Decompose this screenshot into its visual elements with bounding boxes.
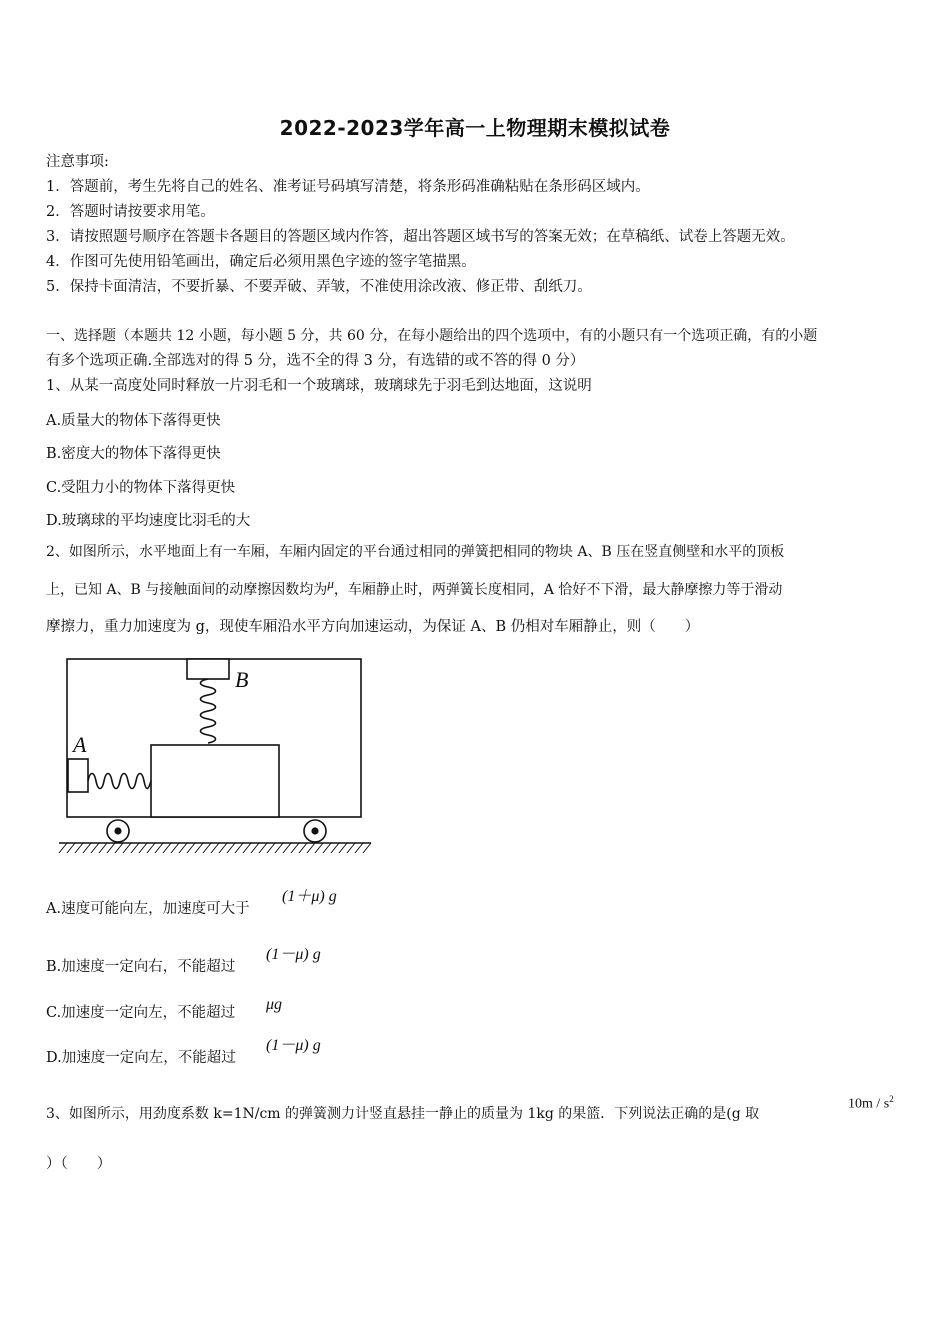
q1-option-c: C.受阻力小的物体下落得更快: [46, 480, 236, 496]
vertical-spring: [201, 679, 216, 743]
notice-item: 2．答题时请按要求用笔。: [46, 204, 215, 220]
section-heading: 一、选择题（本题共 12 小题，每小题 5 分，共 60 分，在每小题给出的四个选项中，有的小题只有一个选项正确，有的小题: [46, 328, 818, 344]
platform: [151, 745, 279, 817]
q2-option-a: A.速度可能向左，加速度可大于: [46, 901, 250, 917]
q2-option-b-expr: (1－μ) g: [266, 946, 321, 963]
label-a: A: [73, 732, 87, 757]
question-2-line3: 摩擦力，重力加速度为 g，现使车厢沿水平方向加速运动，为保证 A、B 仍相对车厢静止，则（ ）: [46, 619, 700, 635]
q1-option-a: A.质量大的物体下落得更快: [46, 413, 221, 429]
block-a: [68, 759, 88, 792]
q2-option-c-expr: μg: [266, 996, 283, 1013]
q2-option-c: C.加速度一定向左，不能超过: [46, 1005, 236, 1021]
top-mount: [187, 659, 229, 679]
q2-option-d-expr: (1－μ) g: [266, 1037, 321, 1054]
notice-item: 5．保持卡面清洁，不要折暴、不要弄破、弄皱，不准使用涂改液、修正带、刮纸刀。: [46, 279, 592, 295]
g-value-text: 10m / s: [848, 1096, 890, 1112]
section-heading-cont: 有多个选项正确.全部选对的得 5 分，选不全的得 3 分，有选错的或不答的得 0 分）: [46, 353, 585, 369]
q2-option-d: D.加速度一定向左，不能超过: [46, 1050, 236, 1066]
question-3-line2: ）（ ）: [46, 1156, 112, 1172]
cart-figure: [55, 655, 375, 855]
notice-item: 4．作图可先使用铅笔画出，确定后必须用黑色字迹的签字笔描黑。: [46, 254, 476, 270]
page-title: 2022-2023学年高一上物理期末模拟试卷: [279, 116, 671, 140]
q3-g-value: [848, 1094, 894, 1113]
question-1-stem: 1、从某一高度处同时释放一片羽毛和一个玻璃球，玻璃球先于羽毛到达地面，这说明: [46, 378, 592, 394]
q2-option-b: B.加速度一定向右，不能超过: [46, 959, 236, 975]
label-b: B: [235, 667, 249, 692]
notice-item: 1．答题前，考生先将自己的姓名、准考证号码填写清楚，将条形码准确粘贴在条形码区域内。: [46, 179, 650, 195]
mu-symbol: μ: [327, 576, 334, 591]
q2-line2-start: 上，已知 A、B 与接触面间的动摩擦因数均为: [46, 582, 328, 598]
question-2-line1: 2、如图所示，水平地面上有一车厢，车厢内固定的平台通过相同的弹簧把相同的物块 A、B 压在竖直侧壁和水平的顶板: [46, 544, 785, 560]
q1-option-d: D.玻璃球的平均速度比羽毛的大: [46, 513, 251, 529]
q1-option-b: B.密度大的物体下落得更快: [46, 446, 221, 462]
q2-line2-end: ，车厢静止时，两弹簧长度相同，A 恰好不下滑，最大静摩擦力等于滑动: [333, 582, 783, 598]
q2-option-a-expr: (1＋μ) g: [282, 888, 337, 905]
question-3-line1: 3、如图所示，用劲度系数 k=1N/cm 的弹簧测力计竖直悬挂一静止的质量为 1kg 的果篮．下列说法正确的是(g 取: [46, 1106, 760, 1122]
notice-heading: 注意事项:: [46, 154, 109, 170]
ground-hatch: [59, 843, 371, 853]
g-exponent: 2: [889, 1094, 894, 1104]
horizontal-spring: [88, 774, 151, 789]
question-2-line2: [46, 576, 906, 600]
notice-item: 3．请按照题号顺序在答题卡各题目的答题区域内作答，超出答题区域书写的答案无效；在草稿纸、试卷上答题无效。: [46, 229, 795, 245]
